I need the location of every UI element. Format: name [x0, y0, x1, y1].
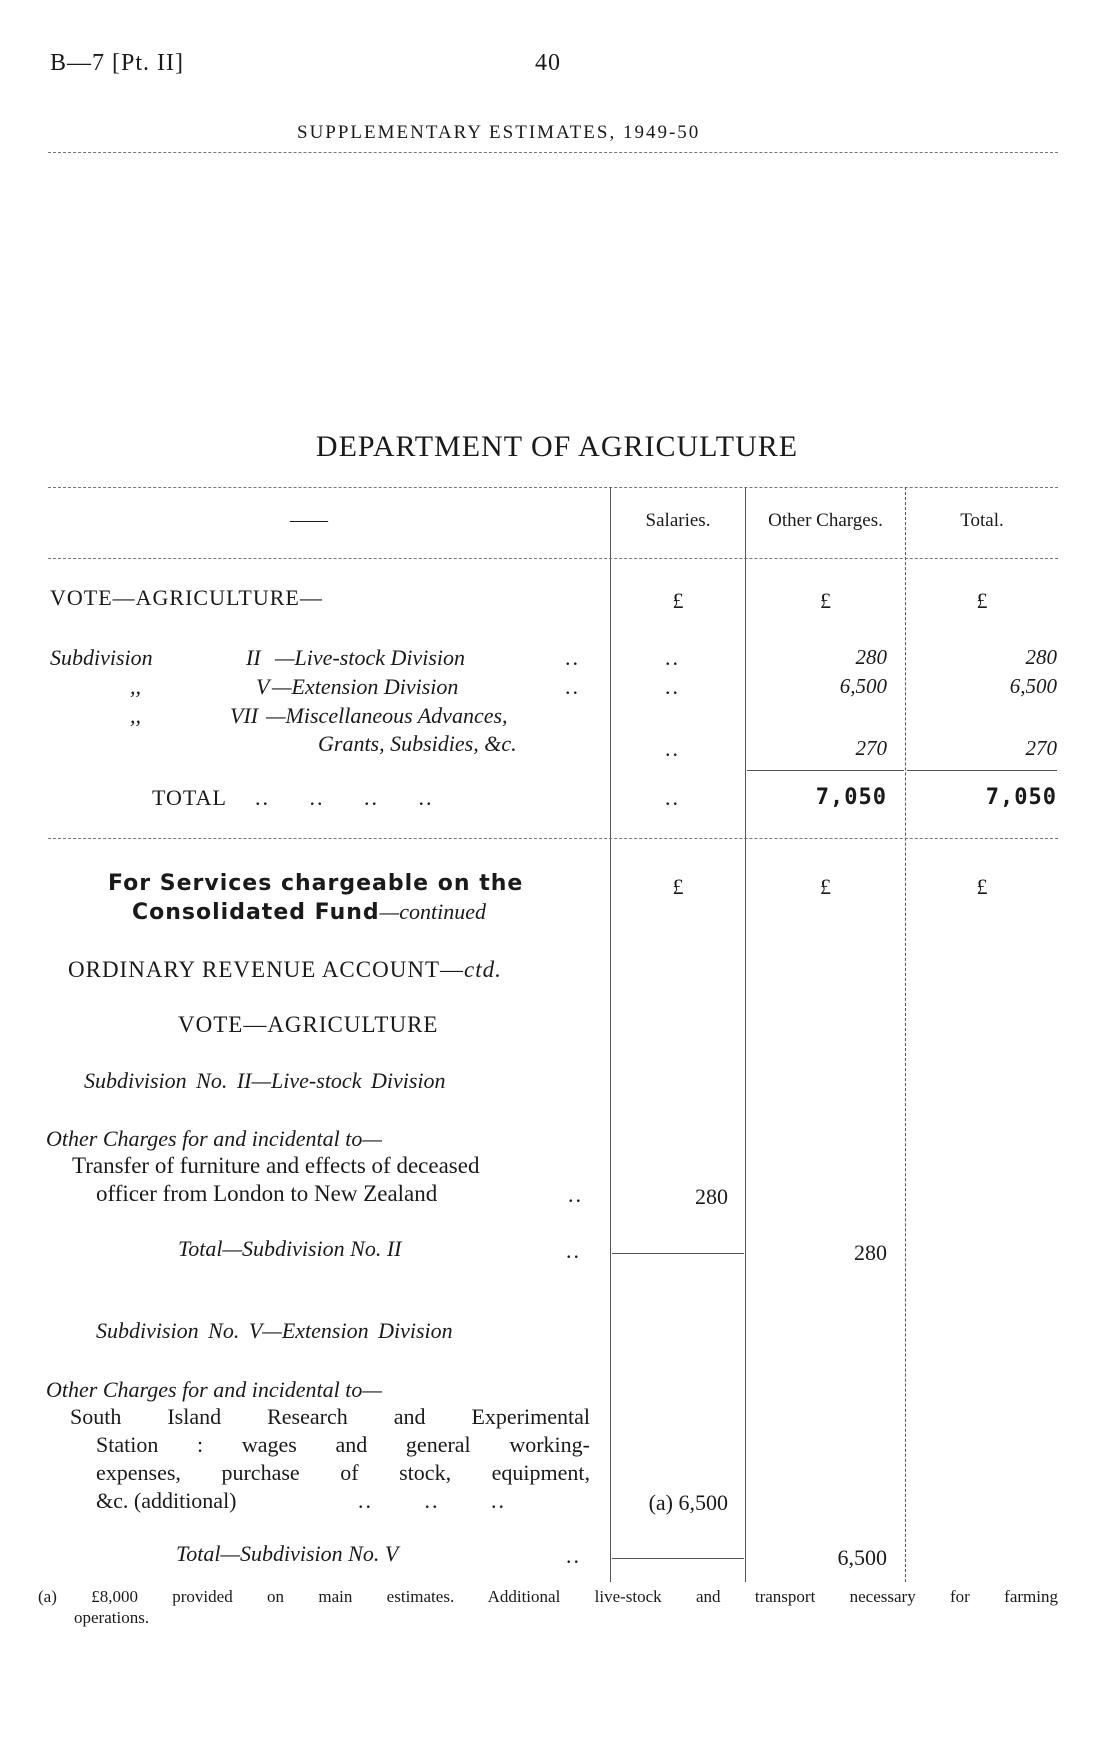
summary-row-1-salaries: ..	[665, 645, 680, 670]
summary-row-3-other: 270	[855, 736, 887, 760]
sub2-total-amount: 280	[854, 1240, 887, 1265]
sub5-total-dots: ..	[566, 1543, 581, 1568]
sub2-item-amount: 280	[695, 1184, 728, 1209]
vote-heading: VOTE—AGRICULTURE	[178, 1012, 439, 1037]
sub2-item-line-2: officer from London to New Zealand	[96, 1181, 438, 1206]
summary-row-1-total: 280	[1025, 645, 1057, 669]
summary-row-3-total: 270	[1025, 736, 1057, 760]
summary-total-total: 7,050	[985, 785, 1057, 810]
summary-row-2-dots: ..	[565, 674, 580, 699]
currency-other: £	[820, 588, 831, 613]
page-title: DEPARTMENT OF AGRICULTURE	[315, 430, 799, 463]
summary-row-1-other: 280	[855, 645, 887, 669]
col-header-total: Total.	[960, 510, 1004, 531]
sub5-item-dots: .. .. ..	[358, 1488, 506, 1513]
summary-row-2-label: —Extension Division	[272, 674, 459, 699]
sub5-total-label: Total—Subdivision No. V	[176, 1541, 399, 1566]
col-header-other-charges: Other Charges.	[768, 510, 883, 531]
services-continued: —continued	[379, 899, 486, 924]
summary-subtotal-rule-other	[747, 770, 904, 771]
sub5-item-line-2: Station : wages and general working-	[96, 1432, 590, 1457]
currency-salaries: £	[672, 588, 684, 613]
summary-bottom-rule	[48, 838, 1058, 839]
detail-currency-other: £	[820, 874, 831, 899]
page-number: 40	[535, 50, 561, 76]
sub2-item-line-1: Transfer of furniture and effects of deceased	[72, 1153, 480, 1178]
running-title: SUPPLEMENTARY ESTIMATES, 1949-50	[297, 122, 701, 143]
summary-row-1-prefix: Subdivision	[50, 645, 153, 670]
summary-row-2-num: V	[256, 674, 270, 699]
summary-subtotal-rule-total	[907, 770, 1057, 771]
summary-row-3-prefix: ,,	[130, 703, 141, 728]
currency-total: £	[976, 588, 988, 613]
summary-total-other: 7,050	[815, 785, 887, 810]
summary-row-1-dots: ..	[565, 645, 580, 670]
summary-total-dots: .. .. .. ..	[255, 785, 434, 810]
summary-total-salaries: ..	[665, 785, 680, 810]
summary-row-2-other: 6,500	[839, 674, 887, 698]
ordinary-revenue-ctd: ctd.	[464, 957, 502, 982]
summary-row-3-label: —Miscellaneous Advances,	[266, 703, 508, 728]
table-top-rule	[48, 487, 1058, 488]
summary-row-1-num: II	[246, 645, 261, 670]
summary-row-3-num: VII	[230, 703, 259, 728]
summary-row-2-prefix: ,,	[130, 674, 141, 699]
sub2-heading: Subdivision No. II—Live-stock Division	[84, 1068, 446, 1093]
detail-currency-salaries: £	[672, 874, 684, 899]
summary-total-label: TOTAL	[152, 785, 227, 810]
summary-row-3-label-2: Grants, Subsidies, &c.	[318, 731, 517, 756]
sub5-heading: Subdivision No. V—Extension Division	[96, 1318, 453, 1343]
col-header-salaries: Salaries.	[645, 510, 711, 531]
sub2-item-dots: ..	[568, 1182, 583, 1207]
ordinary-revenue-label: ORDINARY REVENUE ACCOUNT—	[68, 957, 464, 982]
col-header-blank: ——	[290, 510, 328, 531]
document-reference: B—7 [Pt. II]	[50, 50, 184, 76]
sub5-item-line-1: South Island Research and Experimental	[70, 1404, 590, 1429]
column-divider-1	[610, 487, 611, 1582]
sub5-total-rule	[612, 1558, 744, 1559]
sub5-other-charges: Other Charges for and incidental to—	[46, 1377, 382, 1402]
services-line-1: For Services chargeable on the	[108, 871, 524, 896]
column-divider-2	[745, 487, 746, 1582]
sub2-total-rule	[612, 1253, 744, 1254]
ordinary-revenue-heading	[68, 957, 502, 983]
detail-currency-total: £	[976, 874, 988, 899]
header-rule	[48, 152, 1058, 153]
services-line-2: Consolidated Fund	[132, 900, 380, 925]
sub5-item-line-4: &c. (additional)	[96, 1488, 237, 1513]
column-divider-3	[905, 487, 906, 1582]
sub2-other-charges: Other Charges for and incidental to—	[46, 1126, 382, 1151]
sub5-item-amount: (a) 6,500	[648, 1490, 728, 1515]
summary-row-2-salaries: ..	[665, 674, 680, 699]
column-header-rule	[48, 558, 1058, 559]
sub2-total-label: Total—Subdivision No. II	[178, 1236, 402, 1261]
sub5-total-amount: 6,500	[837, 1545, 887, 1570]
services-line-2-group	[132, 899, 486, 925]
sub2-total-dots: ..	[566, 1238, 581, 1263]
summary-vote-label: VOTE—AGRICULTURE—	[50, 585, 323, 610]
summary-row-1-label: —Live-stock Division	[275, 645, 466, 670]
footnote-line-2: operations.	[74, 1608, 150, 1627]
summary-row-2-total: 6,500	[1009, 674, 1057, 698]
footnote-line-1: (a) £8,000 provided on main estimates. Additional live-stock and transport necessary for farming	[38, 1587, 1058, 1606]
summary-row-3-salaries: ..	[665, 736, 680, 761]
sub5-item-line-3: expenses, purchase of stock, equipment,	[96, 1460, 590, 1485]
